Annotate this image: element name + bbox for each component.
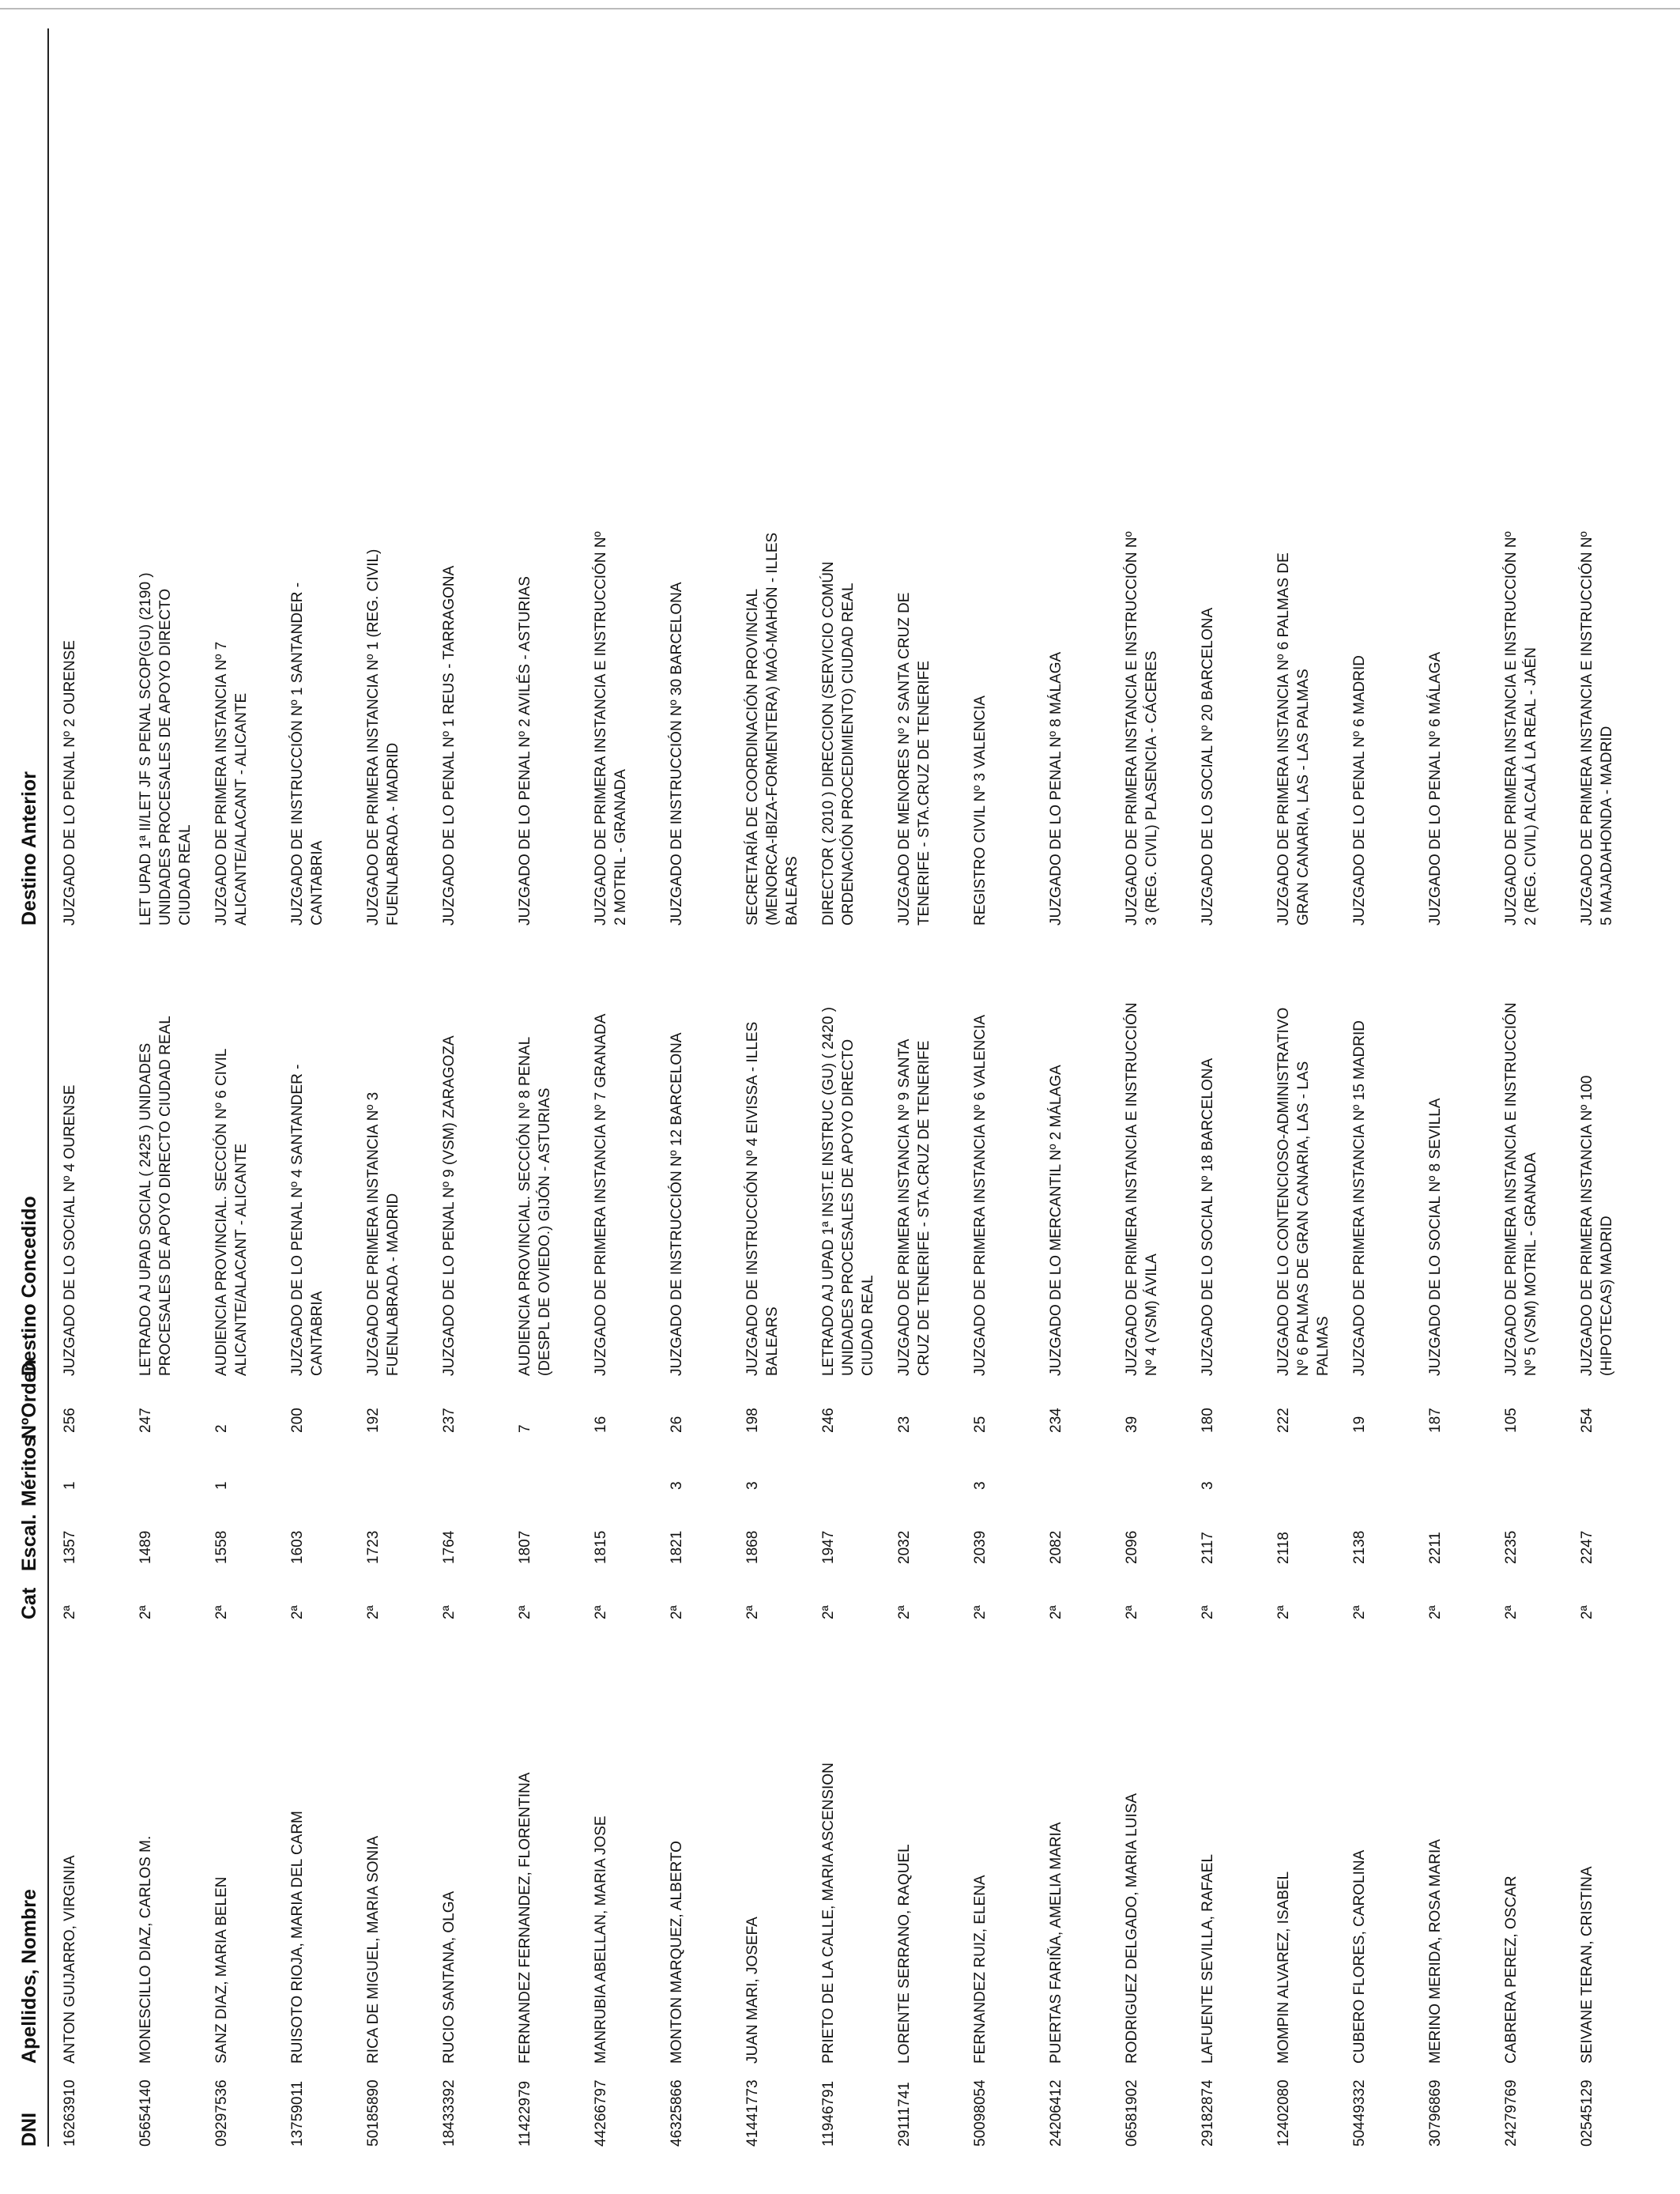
cell-orden: 25 xyxy=(972,1416,989,1433)
cell-destino-anterior: JUZGADO DE MENORES Nº 2 SANTA CRUZ DE TENERIFE - STA.CRUZ DE TENERIFE xyxy=(896,592,932,925)
cell-escal: 1558 xyxy=(213,1530,230,1564)
cell-destino-concedido: JUZGADO DE LO SOCIAL Nº 8 SEVILLA xyxy=(1427,1098,1444,1376)
cell-nombre: FERNANDEZ RUIZ, ELENA xyxy=(972,1875,989,2064)
cell-destino-concedido: JUZGADO DE PRIMERA INSTANCIA Nº 15 MADRID xyxy=(1351,1020,1368,1376)
cell-nombre: PUERTAS FARIÑA, AMELIA MARIA xyxy=(1048,1822,1064,2064)
cell-nombre: CUBERO FLORES, CAROLINA xyxy=(1351,1849,1368,2064)
cell-destino-anterior: JUZGADO DE PRIMERA INSTANCIA Nº 7 ALICANTE/ALACANT - ALICANTE xyxy=(213,641,250,925)
cell-escal: 2096 xyxy=(1124,1530,1140,1564)
cell-orden: 254 xyxy=(1579,1408,1595,1433)
table-header xyxy=(14,28,49,2147)
cell-nombre: JUAN MARI, JOSEFA xyxy=(744,1917,761,2064)
cell-nombre: PRIETO DE LA CALLE, MARIA ASCENSION xyxy=(820,1762,837,2064)
assignments-table xyxy=(14,28,1615,2147)
cell-nombre: MOMPIN ALVAREZ, ISABEL xyxy=(1275,1871,1292,2064)
cell-orden: 198 xyxy=(744,1408,761,1433)
cell-cat: 2ª xyxy=(213,1605,230,1619)
cell-orden: 187 xyxy=(1427,1408,1444,1433)
cell-escal: 2082 xyxy=(1048,1530,1064,1564)
cell-escal: 2247 xyxy=(1579,1530,1595,1564)
cell-nombre: SANZ DIAZ, MARIA BELEN xyxy=(213,1876,230,2064)
cell-destino-concedido: JUZGADO DE PRIMERA INSTANCIA Nº 6 VALENCIA xyxy=(972,1014,989,1376)
cell-nombre: RUCIO SANTANA, OLGA xyxy=(441,1891,458,2064)
cell-escal: 1807 xyxy=(517,1530,533,1564)
cell-cat: 2ª xyxy=(896,1605,913,1619)
cell-dni: 24279769 xyxy=(1503,2079,1520,2147)
cell-cat: 2ª xyxy=(441,1605,458,1619)
cell-orden: 39 xyxy=(1124,1416,1140,1433)
cell-destino-concedido: JUZGADO DE PRIMERA INSTANCIA E INSTRUCCIÓN Nº 5 (VSM) MOTRIL - GRANADA xyxy=(1503,1002,1539,1376)
cell-nombre: FERNANDEZ FERNANDEZ, FLORENTINA xyxy=(517,1772,533,2064)
cell-destino-anterior: JUZGADO DE PRIMERA INSTANCIA E INSTRUCCIÓN Nº 5 MAJADAHONDA - MADRID xyxy=(1579,531,1615,925)
cell-destino-concedido: JUZGADO DE LO SOCIAL Nº 18 BARCELONA xyxy=(1200,1057,1216,1376)
cell-nombre: RUISOTO RIOJA, MARIA DEL CARM xyxy=(289,1811,306,2064)
cell-escal: 1489 xyxy=(137,1530,154,1564)
cell-nombre: ANTON GUIJARRO, VIRGINIA xyxy=(62,1855,78,2064)
cell-cat: 2ª xyxy=(137,1605,154,1619)
cell-destino-concedido: JUZGADO DE PRIMERA INSTANCIA Nº 9 SANTA CRUZ DE TENERIFE - STA.CRUZ DE TENERIFE xyxy=(896,1039,932,1376)
cell-nombre: MONESCILLO DIAZ, CARLOS M. xyxy=(137,1835,154,2064)
cell-cat: 2ª xyxy=(820,1605,837,1619)
cell-meritos: 3 xyxy=(1200,1481,1216,1490)
cell-meritos: 3 xyxy=(744,1481,761,1490)
cell-destino-anterior: REGISTRO CIVIL Nº 3 VALENCIA xyxy=(972,696,989,925)
cell-escal: 1815 xyxy=(593,1530,609,1564)
cell-dni: 02545129 xyxy=(1579,2079,1595,2147)
cell-destino-concedido: JUZGADO DE PRIMERA INSTANCIA Nº 3 FUENLABRADA - MADRID xyxy=(365,1091,401,1376)
cell-destino-anterior: JUZGADO DE PRIMERA INSTANCIA Nº 1 (REG. CIVIL) FUENLABRADA - MADRID xyxy=(365,548,401,925)
cell-escal: 2039 xyxy=(972,1530,989,1564)
cell-destino-anterior: JUZGADO DE INSTRUCCIÓN Nº 1 SANTANDER - CANTABRIA xyxy=(289,582,326,925)
cell-cat: 2ª xyxy=(669,1605,685,1619)
cell-cat: 2ª xyxy=(365,1605,382,1619)
cell-orden: 200 xyxy=(289,1408,306,1433)
cell-dni: 50185890 xyxy=(365,2079,382,2147)
table-body xyxy=(60,28,1672,2147)
cell-destino-anterior: JUZGADO DE LO PENAL Nº 6 MADRID xyxy=(1351,655,1368,925)
cell-destino-anterior: LET UPAD 1ª II/LET JF S PENAL SCOP(GU) (2190 ) UNIDADES PROCESALES DE APOYO DIRECTO CIUDAD REAL xyxy=(137,572,194,925)
cell-orden: 23 xyxy=(896,1416,913,1433)
cell-nombre: MONTON MARQUEZ, ALBERTO xyxy=(669,1841,685,2064)
cell-dni: 12402080 xyxy=(1275,2079,1292,2147)
cell-orden: 180 xyxy=(1200,1408,1216,1433)
cell-escal: 2117 xyxy=(1200,1532,1216,1564)
cell-orden: 246 xyxy=(820,1408,837,1433)
cell-cat: 2ª xyxy=(593,1605,609,1619)
cell-dni: 50098054 xyxy=(972,2079,989,2147)
cell-dni: 11946791 xyxy=(820,2080,837,2147)
cell-dni: 41441773 xyxy=(744,2079,761,2147)
cell-escal: 1764 xyxy=(441,1530,458,1564)
cell-destino-concedido: JUZGADO DE LO SOCIAL Nº 4 OURENSE xyxy=(62,1084,78,1376)
cell-dni: 30796869 xyxy=(1427,2079,1444,2147)
header-anterior: Destino Anterior xyxy=(18,771,40,925)
cell-escal: 2118 xyxy=(1275,1532,1292,1564)
cell-meritos: 1 xyxy=(213,1481,230,1490)
cell-cat: 2ª xyxy=(1351,1605,1368,1619)
cell-destino-anterior: JUZGADO DE PRIMERA INSTANCIA E INSTRUCCIÓN Nº 2 (REG. CIVIL) ALCALÁ LA REAL - JAÉN xyxy=(1503,531,1539,925)
cell-nombre: SEIVANE TERAN, CRISTINA xyxy=(1579,1866,1595,2064)
cell-cat: 2ª xyxy=(289,1605,306,1619)
cell-cat: 2ª xyxy=(972,1605,989,1619)
cell-dni: 18433392 xyxy=(441,2079,458,2147)
cell-orden: 222 xyxy=(1275,1408,1292,1433)
cell-destino-anterior: JUZGADO DE LO PENAL Nº 2 OURENSE xyxy=(62,640,78,925)
cell-destino-concedido: JUZGADO DE LO PENAL Nº 4 SANTANDER - CANTABRIA xyxy=(289,1064,326,1376)
cell-destino-anterior: JUZGADO DE LO PENAL Nº 6 MÁLAGA xyxy=(1427,651,1444,925)
cell-cat: 2ª xyxy=(1427,1605,1444,1619)
cell-dni: 46325866 xyxy=(669,2079,685,2147)
cell-escal: 1603 xyxy=(289,1530,306,1564)
header-cat: Cat xyxy=(18,1587,40,1619)
page-margin-line xyxy=(0,8,1680,9)
cell-dni: 29182874 xyxy=(1200,2079,1216,2147)
cell-escal: 1868 xyxy=(744,1530,761,1564)
cell-destino-concedido: JUZGADO DE PRIMERA INSTANCIA Nº 100 (HIPOTECAS) MADRID xyxy=(1579,1075,1615,1376)
cell-destino-concedido: AUDIENCIA PROVINCIAL. SECCIÓN Nº 8 PENAL (DESPL DE OVIEDO.) GIJÓN - ASTURIAS xyxy=(517,1037,553,1376)
cell-cat: 2ª xyxy=(1579,1605,1595,1619)
cell-dni: 44266797 xyxy=(593,2079,609,2147)
cell-cat: 2ª xyxy=(1200,1605,1216,1619)
cell-escal: 2211 xyxy=(1427,1532,1444,1564)
cell-destino-concedido: LETRADO AJ UPAD SOCIAL ( 2425 ) UNIDADES PROCESALES DE APOYO DIRECTO CIUDAD REAL xyxy=(137,1016,174,1376)
cell-meritos: 1 xyxy=(62,1481,78,1490)
cell-destino-anterior: JUZGADO DE INSTRUCCIÓN Nº 30 BARCELONA xyxy=(669,582,685,925)
cell-orden: 192 xyxy=(365,1408,382,1433)
cell-orden: 247 xyxy=(137,1408,154,1433)
cell-dni: 09297536 xyxy=(213,2079,230,2147)
cell-nombre: LAFUENTE SEVILLA, RAFAEL xyxy=(1200,1853,1216,2064)
cell-destino-anterior: JUZGADO DE PRIMERA INSTANCIA E INSTRUCCIÓN Nº 3 (REG. CIVIL) PLASENCIA - CÁCERES xyxy=(1124,531,1160,925)
cell-destino-anterior: SECRETARÍA DE COORDINACIÓN PROVINCIAL (MENORCA-IBIZA-FORMENTERA) MAÓ-MAHÓN - ILLES BALEARS xyxy=(744,532,800,925)
cell-escal: 1821 xyxy=(669,1530,685,1564)
cell-orden: 16 xyxy=(593,1416,609,1433)
cell-orden: 19 xyxy=(1351,1416,1368,1433)
cell-cat: 2ª xyxy=(1503,1605,1520,1619)
cell-cat: 2ª xyxy=(744,1605,761,1619)
cell-dni: 05654140 xyxy=(137,2079,154,2147)
cell-dni: 24206412 xyxy=(1048,2079,1064,2147)
cell-nombre: LORENTE SERRANO, RAQUEL xyxy=(896,1844,913,2064)
cell-destino-concedido: LETRADO AJ UPAD 1ª INST.E INSTRUC (GU) ( 2420 ) UNIDADES PROCESALES DE APOYO DIRECTO CIUDAD REAL xyxy=(820,1007,876,1376)
cell-nombre: CABRERA PEREZ, OSCAR xyxy=(1503,1875,1520,2064)
cell-destino-concedido: JUZGADO DE LO CONTENCIOSO-ADMINISTRATIVO Nº 6 PALMAS DE GRAN CANARIA, LAS - LAS PALMAS xyxy=(1275,1007,1332,1376)
header-nombre: Apellidos, Nombre xyxy=(18,1889,40,2064)
cell-destino-concedido: JUZGADO DE INSTRUCCIÓN Nº 4 EIVISSA - ILLES BALEARS xyxy=(744,1021,781,1376)
cell-destino-concedido: JUZGADO DE PRIMERA INSTANCIA Nº 7 GRANADA xyxy=(593,1013,609,1376)
cell-destino-concedido: JUZGADO DE PRIMERA INSTANCIA E INSTRUCCIÓN Nº 4 (VSM) ÁVILA xyxy=(1124,1002,1160,1376)
cell-cat: 2ª xyxy=(1275,1605,1292,1619)
cell-cat: 2ª xyxy=(1048,1605,1064,1619)
header-orden: NºOrden xyxy=(18,1359,40,1439)
cell-destino-anterior: JUZGADO DE LO PENAL Nº 2 AVILÉS - ASTURIAS xyxy=(517,576,533,925)
cell-destino-concedido: JUZGADO DE INSTRUCCIÓN Nº 12 BARCELONA xyxy=(669,1032,685,1376)
cell-destino-anterior: JUZGADO DE LO SOCIAL Nº 20 BARCELONA xyxy=(1200,607,1216,925)
cell-escal: 1357 xyxy=(62,1530,78,1564)
cell-meritos: 3 xyxy=(972,1481,989,1490)
cell-dni: 11422979 xyxy=(517,2080,533,2147)
cell-orden: 2 xyxy=(213,1424,230,1433)
header-meritos: Méritos xyxy=(18,1436,40,1506)
cell-dni: 13759011 xyxy=(289,2080,306,2147)
cell-escal: 1723 xyxy=(365,1530,382,1564)
cell-dni: 50449332 xyxy=(1351,2079,1368,2147)
cell-nombre: MANRUBIA ABELLAN, MARIA JOSE xyxy=(593,1815,609,2064)
cell-orden: 26 xyxy=(669,1416,685,1433)
cell-orden: 234 xyxy=(1048,1408,1064,1433)
header-dni: DNI xyxy=(18,2112,40,2147)
cell-orden: 7 xyxy=(517,1424,533,1433)
cell-orden: 237 xyxy=(441,1408,458,1433)
cell-cat: 2ª xyxy=(62,1605,78,1619)
cell-destino-concedido: JUZGADO DE LO MERCANTIL Nº 2 MÁLAGA xyxy=(1048,1065,1064,1376)
cell-nombre: RODRIGUEZ DELGADO, MARIA LUISA xyxy=(1124,1793,1140,2064)
cell-nombre: MERINO MERIDA, ROSA MARIA xyxy=(1427,1839,1444,2064)
cell-escal: 2032 xyxy=(896,1530,913,1564)
cell-destino-concedido: JUZGADO DE LO PENAL Nº 9 (VSM) ZARAGOZA xyxy=(441,1035,458,1376)
cell-destino-anterior: JUZGADO DE LO PENAL Nº 1 REUS - TARRAGONA xyxy=(441,565,458,925)
cell-destino-anterior: DIRECTOR ( 2010 ) DIRECCION (SERVICIO COMÚN ORDENACIÓN PROCEDIMIENTO) CIUDAD REAL xyxy=(820,561,857,925)
cell-destino-anterior: JUZGADO DE PRIMERA INSTANCIA E INSTRUCCIÓN Nº 2 MOTRIL - GRANADA xyxy=(593,531,629,925)
cell-destino-anterior: JUZGADO DE PRIMERA INSTANCIA Nº 6 PALMAS DE GRAN CANARIA, LAS - LAS PALMAS xyxy=(1275,552,1312,925)
cell-orden: 105 xyxy=(1503,1408,1520,1433)
header-concedido: Destino Concedido xyxy=(18,1196,40,1376)
cell-dni: 06581902 xyxy=(1124,2079,1140,2147)
cell-destino-concedido: AUDIENCIA PROVINCIAL. SECCIÓN Nº 6 CIVIL ALICANTE/ALACANT - ALICANTE xyxy=(213,1049,250,1376)
cell-dni: 16263910 xyxy=(62,2079,78,2147)
cell-escal: 1947 xyxy=(820,1530,837,1564)
cell-cat: 2ª xyxy=(1124,1605,1140,1619)
cell-destino-anterior: JUZGADO DE LO PENAL Nº 8 MÁLAGA xyxy=(1048,651,1064,925)
cell-escal: 2138 xyxy=(1351,1530,1368,1564)
cell-nombre: RICA DE MIGUEL, MARIA SONIA xyxy=(365,1835,382,2064)
cell-cat: 2ª xyxy=(517,1605,533,1619)
cell-orden: 256 xyxy=(62,1408,78,1433)
cell-dni: 29111741 xyxy=(896,2082,913,2147)
header-escal: Escal. xyxy=(18,1514,40,1571)
cell-escal: 2235 xyxy=(1503,1530,1520,1564)
cell-meritos: 3 xyxy=(669,1481,685,1490)
